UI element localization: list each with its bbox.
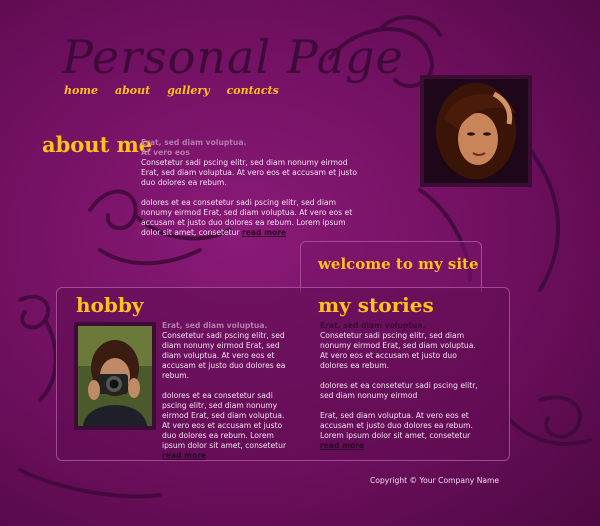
hobby-text bbox=[162, 321, 292, 461]
about-read-more-link[interactable]: read more bbox=[242, 228, 287, 237]
hobby-paragraph-1: Consetetur sadi pscing elitr, sed diam nonumy eirmod Erat, sed diam voluptua. At vero eos et accusam et justo duo dolores ea rebum. bbox=[162, 331, 286, 380]
about-paragraph-1: Consetetur sadi pscing elitr, sed diam nonumy eirmod Erat, sed diam voluptua. At vero eos et accusam et justo duo dolores ea rebum. bbox=[141, 158, 357, 187]
hobby-read-more-link[interactable]: read more bbox=[162, 451, 207, 460]
hobby-paragraph-2: dolores et ea consetetur sadi pscing elitr, sed diam nonumy eirmod Erat, sed diam voluptua. At vero eos et accusam et justo duo dolores ea rebum. Lorem ipsum dolor sit amet, consetetur bbox=[162, 391, 287, 450]
stories-text bbox=[320, 321, 485, 451]
nav-about[interactable]: about bbox=[114, 84, 151, 97]
stories-read-more-link[interactable]: read more bbox=[320, 441, 365, 450]
hobby-photo-image bbox=[74, 322, 156, 430]
about-lead-1: Erat, sed diam voluptua. bbox=[141, 138, 247, 147]
hobby-lead: Erat, sed diam voluptua. bbox=[162, 321, 268, 330]
about-heading: about me bbox=[42, 132, 153, 157]
stories-heading: my stories bbox=[318, 293, 434, 317]
hobby-heading: hobby bbox=[76, 293, 144, 317]
welcome-heading: welcome to my site bbox=[318, 255, 479, 273]
about-text bbox=[141, 138, 361, 238]
nav-gallery[interactable]: gallery bbox=[167, 84, 210, 97]
footer-copyright: Copyright © Your Company Name bbox=[370, 476, 500, 485]
stories-paragraph-1: Consetetur sadi pscing elitr, sed diam nonumy eirmod Erat, sed diam voluptua. At vero eos et accusam et justo duo dolores ea rebum. bbox=[320, 331, 476, 370]
about-lead-2: At vero eos bbox=[141, 148, 190, 157]
stories-paragraph-3: Erat, sed diam voluptua. At vero eos et accusam et justo duo dolores ea rebum. Lorem ipsum dolor sit amet, consetetur bbox=[320, 411, 473, 440]
main-nav bbox=[64, 84, 279, 97]
profile-portrait-image bbox=[420, 75, 532, 187]
nav-contacts[interactable]: contacts bbox=[226, 84, 279, 97]
site-logo: Personal Page bbox=[62, 30, 404, 84]
about-paragraph-2: dolores et ea consetetur sadi pscing elitr, sed diam nonumy eirmod Erat, sed diam voluptua. At vero eos et accusam et justo duo dolores ea rebum. Lorem ipsum dolor sit amet, consetetur bbox=[141, 198, 353, 237]
stories-lead: Erat, sed diam voluptua. bbox=[320, 321, 426, 330]
nav-home[interactable]: home bbox=[64, 84, 98, 97]
stories-paragraph-2: dolores et ea consetetur sadi pscing elitr, sed diam nonumy eirmod bbox=[320, 381, 478, 400]
